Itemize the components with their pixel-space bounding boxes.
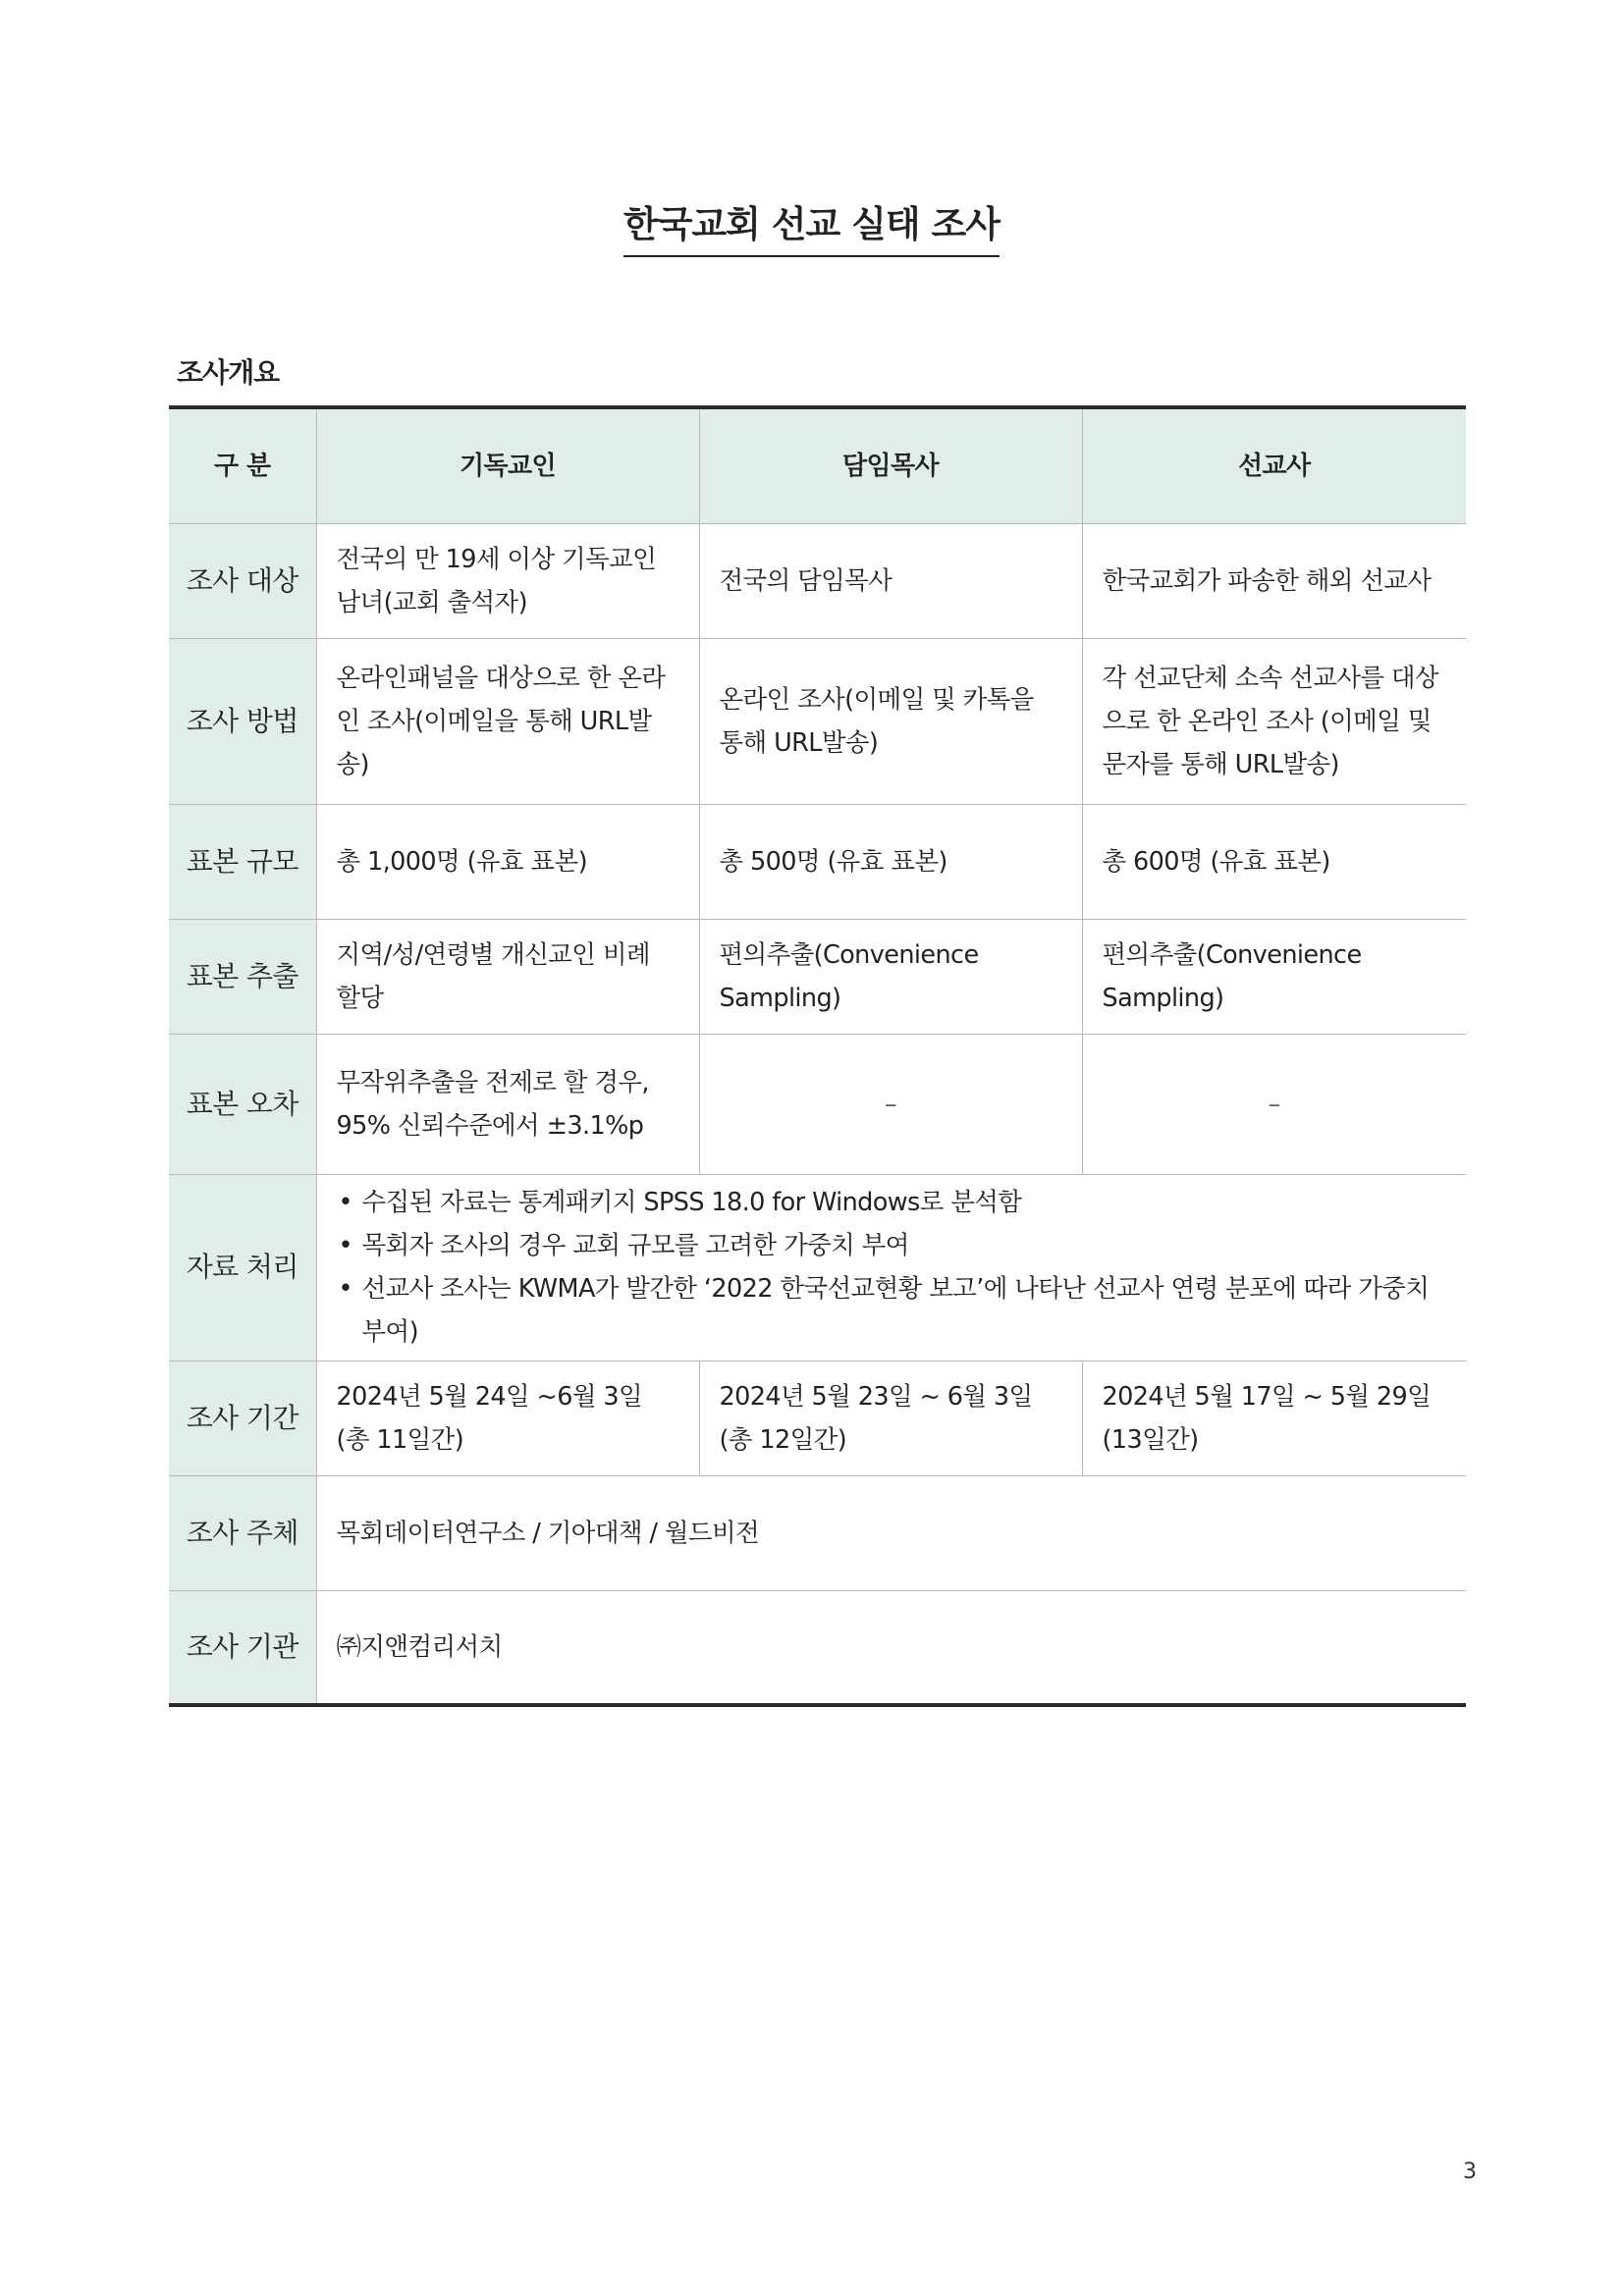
table-cell: 지역/성/연령별 개신교인 비례 할당	[316, 919, 699, 1034]
table-cell: 온라인 조사(이메일 및 카톡을 통해 URL발송)	[699, 638, 1082, 804]
table-cell: 총 500명 (유효 표본)	[699, 804, 1082, 919]
table-row-method	[169, 638, 1466, 804]
header-missionaries: 선교사	[1082, 407, 1466, 523]
list-item: • 목회자 조사의 경우 교회 규모를 고려한 가중치 부여	[337, 1224, 1447, 1267]
row-label: 조사 주체	[169, 1475, 316, 1590]
header-christians: 기독교인	[316, 407, 699, 523]
document-title-wrapper	[0, 194, 1623, 257]
table-row-target	[169, 523, 1466, 638]
row-label: 표본 규모	[169, 804, 316, 919]
table-cell: 전국의 담임목사	[699, 523, 1082, 638]
table-cell: –	[699, 1034, 1082, 1174]
row-label: 자료 처리	[169, 1174, 316, 1361]
table-cell: 온라인패널을 대상으로 한 온라인 조사(이메일을 통해 URL발송)	[316, 638, 699, 804]
table-row-sampling-error	[169, 1034, 1466, 1174]
table-cell: 총 1,000명 (유효 표본)	[316, 804, 699, 919]
table-header-row	[169, 407, 1466, 523]
table-cell: 총 600명 (유효 표본)	[1082, 804, 1466, 919]
row-label: 조사 기관	[169, 1590, 316, 1705]
page-number: 3	[1463, 2160, 1477, 2184]
table-cell: –	[1082, 1034, 1466, 1174]
table-cell: 편의추출(Convenience Sampling)	[1082, 919, 1466, 1034]
header-category: 구 분	[169, 407, 316, 523]
table-cell: ㈜지앤컴리서치	[316, 1590, 1466, 1705]
row-label: 표본 오차	[169, 1034, 316, 1174]
row-label: 조사 방법	[169, 638, 316, 804]
header-pastors: 담임목사	[699, 407, 1082, 523]
table-cell: 목회데이터연구소 / 기아대책 / 월드비전	[316, 1475, 1466, 1590]
document-title: 한국교회 선교 실태 조사	[623, 194, 1000, 257]
table-row-data-processing	[169, 1174, 1466, 1361]
table-cell: 무작위추출을 전제로 할 경우, 95% 신뢰수준에서 ±3.1%p	[316, 1034, 699, 1174]
table-row-period	[169, 1361, 1466, 1475]
table-cell: 한국교회가 파송한 해외 선교사	[1082, 523, 1466, 638]
table-row-sampling	[169, 919, 1466, 1034]
table-cell: 2024년 5월 24일 ~6월 3일 (총 11일간)	[316, 1361, 699, 1475]
table-row-agency	[169, 1590, 1466, 1705]
row-label: 조사 기간	[169, 1361, 316, 1475]
table-cell: 2024년 5월 17일 ~ 5월 29일 (13일간)	[1082, 1361, 1466, 1475]
section-title: 조사개요	[177, 356, 280, 389]
table-cell: 각 선교단체 소속 선교사를 대상으로 한 온라인 조사 (이메일 및 문자를 통해 URL발송)	[1082, 638, 1466, 804]
list-item: • 수집된 자료는 통계패키지 SPSS 18.0 for Windows로 분석함	[337, 1181, 1447, 1224]
table-cell: 전국의 만 19세 이상 기독교인 남녀(교회 출석자)	[316, 523, 699, 638]
list-item: • 선교사 조사는 KWMA가 발간한 ‘2022 한국선교현황 보고’에 나타난 선교사 연령 분포에 따라 가중치 부여)	[337, 1267, 1447, 1354]
row-label: 표본 추출	[169, 919, 316, 1034]
table-cell: 2024년 5월 23일 ~ 6월 3일 (총 12일간)	[699, 1361, 1082, 1475]
table-cell	[316, 1174, 1466, 1361]
row-label: 조사 대상	[169, 523, 316, 638]
table-cell: 편의추출(Convenience Sampling)	[699, 919, 1082, 1034]
table-row-sample-size	[169, 804, 1466, 919]
processing-list	[337, 1181, 1447, 1354]
table-row-organizer	[169, 1475, 1466, 1590]
survey-overview-table	[169, 405, 1466, 1707]
